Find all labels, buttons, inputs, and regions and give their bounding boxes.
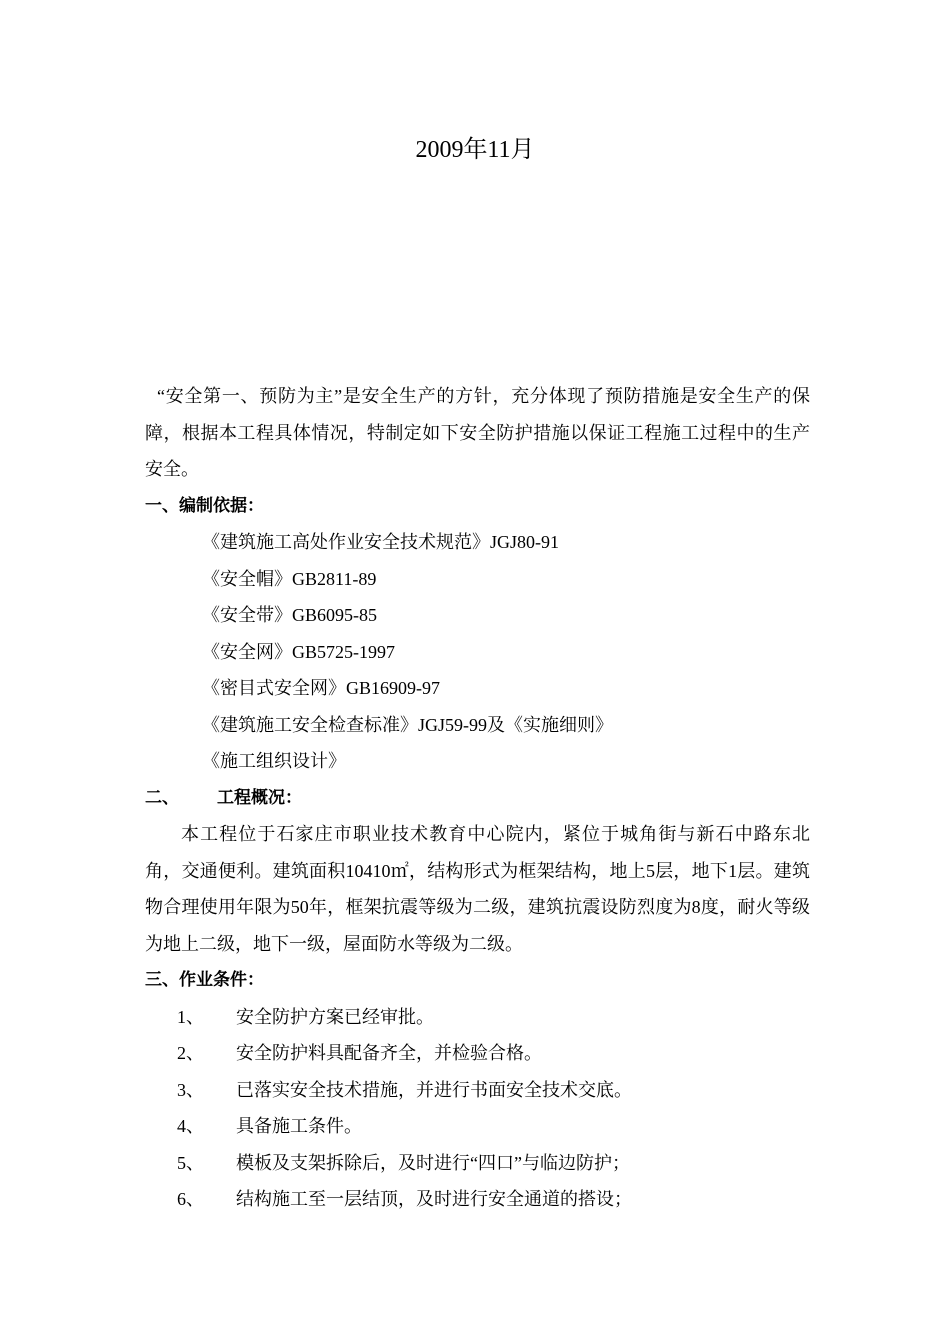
condition-item xyxy=(145,1108,810,1145)
section-2-title: 工程概况： xyxy=(217,787,302,808)
section-2-heading xyxy=(145,780,810,817)
reference-item: 《建筑施工高处作业安全技术规范》JGJ80-91 xyxy=(202,532,560,552)
condition-number: 1、 xyxy=(177,1006,204,1027)
condition-item xyxy=(145,1035,810,1072)
reference-item: 《安全带》GB6095-85 xyxy=(202,605,377,625)
section-3-heading: 三、作业条件： xyxy=(145,970,264,990)
condition-text: 安全防护料具配备齐全，并检验合格。 xyxy=(236,1043,542,1063)
condition-number: 2、 xyxy=(177,1043,204,1063)
condition-text: 安全防护方案已经审批。 xyxy=(236,1006,434,1027)
reference-item: 《安全网》GB5725-1997 xyxy=(202,641,395,662)
condition-number: 6、 xyxy=(177,1189,204,1209)
project-overview-paragraph: 本工程位于石家庄市职业技术教育中心院内，紧位于城角街与新石中路东北角，交通便利。建筑面积10410㎡，结构形式为框架结构，地上5层，地下1层。建筑物合理使用年限为50年，框架抗震等级为二级，建筑抗震设防烈度为8度，耐火等级为地上二级，地下一级，屋面防水等级为二级。 xyxy=(145,824,810,954)
intro-paragraph: “安全第一、预防为主”是安全生产的方针，充分体现了预防措施是安全生产的保障，根据本工程具体情况，特制定如下安全防护措施以保证工程施工过程中的生产安全。 xyxy=(145,386,810,479)
condition-number: 4、 xyxy=(177,1116,204,1136)
condition-item xyxy=(145,1072,810,1109)
condition-item xyxy=(145,999,810,1036)
condition-text: 模板及支架拆除后，及时进行“四口”与临边防护； xyxy=(236,1152,630,1173)
condition-item xyxy=(145,1145,810,1182)
section-1-heading: 一、编制依据： xyxy=(145,495,264,516)
reference-item: 《施工组织设计》 xyxy=(202,751,346,771)
condition-text: 具备施工条件。 xyxy=(236,1116,362,1136)
reference-item: 《密目式安全网》GB16909-97 xyxy=(202,678,440,698)
condition-text: 结构施工至一层结顶，及时进行安全通道的搭设； xyxy=(236,1189,632,1209)
document-body xyxy=(145,378,810,1218)
condition-number: 3、 xyxy=(177,1079,204,1100)
condition-text: 已落实安全技术措施，并进行书面安全技术交底。 xyxy=(236,1079,632,1100)
reference-item: 《安全帽》GB2811-89 xyxy=(202,568,377,589)
section-2-number: 二、 xyxy=(145,787,179,808)
condition-item xyxy=(145,1181,810,1218)
condition-number: 5、 xyxy=(177,1152,204,1173)
document-date: 2009年11月 xyxy=(415,137,535,163)
reference-item: 《建筑施工安全检查标准》JGJ59-99及《实施细则》 xyxy=(202,714,614,735)
